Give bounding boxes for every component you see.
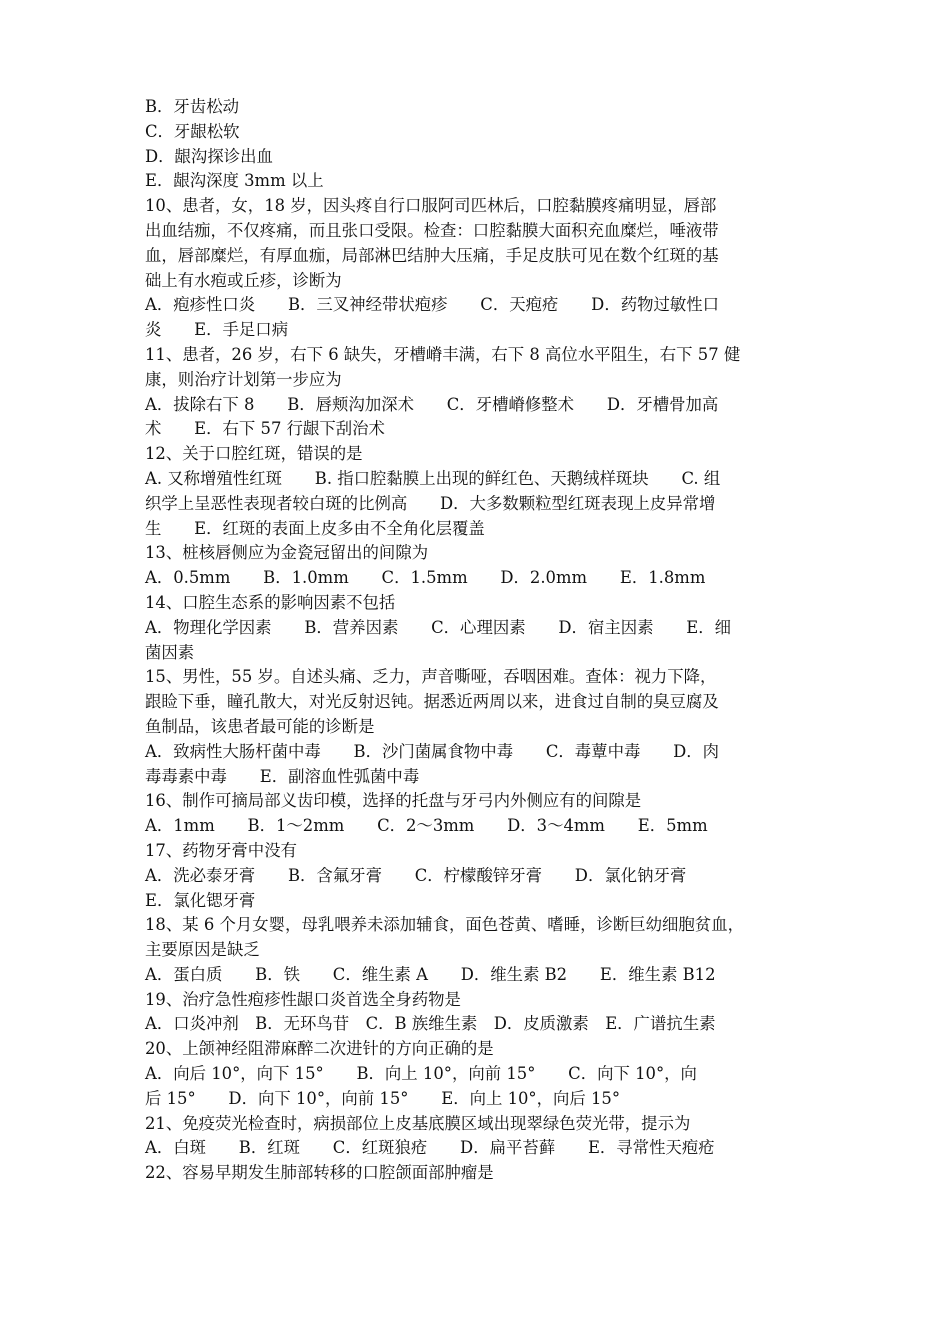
question-21-options: A．白斑 B．红斑 C．红斑狼疮 D．扁平苔藓 E．寻常性天疱疮 [145,1138,715,1158]
question-10-line: 血，唇部糜烂，有厚血痂，局部淋巴结肿大压痛，手足皮肤可见在数个红斑的基 [145,245,719,265]
question-20-options: A．向后 10°，向下 15° B．向上 10°，向前 15° C．向下 10°，向 [145,1064,697,1084]
question-15-line: 跟睑下垂，瞳孔散大，对光反射迟钝。据悉近两周以来，进食过自制的臭豆腐及 [145,692,719,712]
question-16-line: 16、制作可摘局部义齿印模，选择的托盘与牙弓内外侧应有的间隙是 [145,791,642,811]
question-10-line: 10、患者，女，18 岁，因头疼自行口服阿司匹林后，口腔黏膜疼痛明显，唇部 [145,196,717,216]
question-14-options: A．物理化学因素 B．营养因素 C．心理因素 D．宿主因素 E．细 [145,617,732,637]
question-20-options: 后 15° D．向下 10°，向前 15° E．向上 10°，向后 15° [145,1088,621,1108]
question-10-line: 出血结痂，不仅疼痛，而且张口受限。检查：口腔黏膜大面积充血糜烂，唾液带 [145,220,719,240]
question-16-options: A．1mm B．1～2mm C．2～3mm D．3～4mm E．5mm [145,816,708,836]
question-13-line: 13、桩核唇侧应为金瓷冠留出的间隙为 [145,543,429,563]
question-11-options: 术 E．右下 57 行龈下刮治术 [145,419,385,439]
question-15-options: A．致病性大肠杆菌中毒 B．沙门菌属食物中毒 C．毒蕈中毒 D．肉 [145,741,720,761]
question-22-line: 22、容易早期发生肺部转移的口腔颌面部肿瘤是 [145,1163,494,1183]
question-10-line: 础上有水疱或丘疹，诊断为 [145,270,342,290]
question-10-options: A．疱疹性口炎 B．三叉神经带状疱疹 C．天疱疮 D．药物过敏性口 [145,295,720,315]
question-18-line: 18、某 6 个月女婴，母乳喂养未添加辅食，面色苍黄、嗜睡，诊断巨幼细胞贫血， [145,915,744,935]
question-12-options: 生 E．红斑的表面上皮多由不全角化层覆盖 [145,518,485,538]
option-line: C．牙龈松软 [145,121,240,141]
question-15-line: 鱼制品，该患者最可能的诊断是 [145,716,375,736]
question-11-line: 11、患者，26 岁，右下 6 缺失，牙槽嵴丰满，右下 8 高位水平阻生，右下 57 健 [145,344,741,364]
question-13-options: A．0.5mm B．1.0mm C．1.5mm D．2.0mm E．1.8mm [145,568,706,588]
question-17-options: E．氯化锶牙膏 [145,890,256,910]
option-line: D．龈沟探诊出血 [145,146,273,166]
question-10-options: 炎 E．手足口病 [145,320,289,340]
option-line: B．牙齿松动 [145,97,239,116]
question-15-options: 毒毒素中毒 E．副溶血性弧菌中毒 [145,766,420,786]
document-body [145,95,810,1186]
question-11-options: A．拔除右下 8 B．唇颊沟加深术 C．牙槽嵴修整术 D．牙槽骨加高 [145,394,719,414]
question-12-line: 12、关于口腔红斑，错误的是 [145,444,363,464]
question-14-line: 14、口腔生态系的影响因素不包括 [145,592,396,612]
question-18-line: 主要原因是缺乏 [145,940,260,960]
question-17-options: A．洗必泰牙膏 B．含氟牙膏 C．柠檬酸锌牙膏 D．氯化钠牙膏 [145,865,687,885]
question-11-line: 康，则治疗计划第一步应为 [145,369,342,389]
question-15-line: 15、男性，55 岁。自述头痛、乏力，声音嘶哑，吞咽困难。查体：视力下降， [145,667,717,687]
question-17-line: 17、药物牙膏中没有 [145,840,297,860]
question-18-options: A．蛋白质 B．铁 C．维生素 A D．维生素 B2 E．维生素 B12 [145,964,716,984]
question-19-line: 19、治疗急性疱疹性龈口炎首选全身药物是 [145,989,461,1009]
question-12-options: A. 又称增殖性红斑 B. 指口腔黏膜上出现的鲜红色、天鹅绒样斑块 C. 组 [145,468,721,488]
question-12-options: 织学上呈恶性表现者较白斑的比例高 D．大多数颗粒型红斑表现上皮异常增 [145,493,716,513]
question-21-line: 21、免疫荧光检查时，病损部位上皮基底膜区域出现翠绿色荧光带，提示为 [145,1113,691,1133]
question-19-options: A．口炎冲剂 B．无环鸟苷 C．B 族维生素 D．皮质激素 E．广谱抗生素 [145,1014,716,1034]
option-line: E．龈沟深度 3mm 以上 [145,171,324,191]
question-20-line: 20、上颌神经阻滞麻醉二次进针的方向正确的是 [145,1039,494,1059]
question-14-options: 菌因素 [145,642,195,662]
